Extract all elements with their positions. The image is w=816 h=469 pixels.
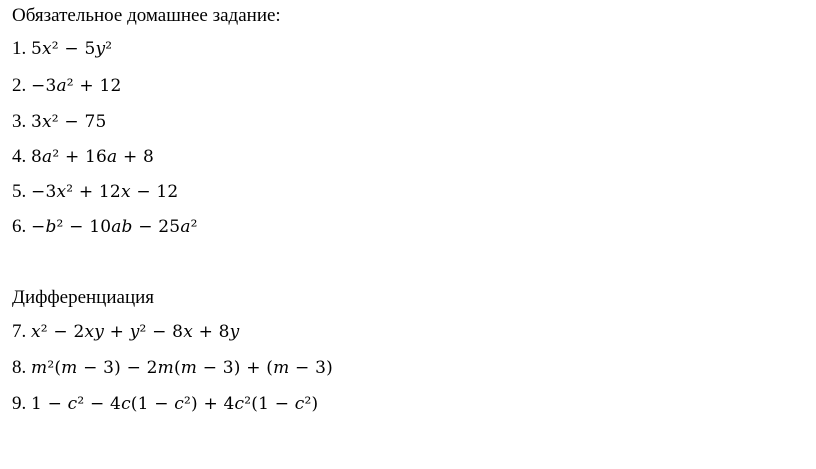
exercise-8 bbox=[12, 356, 333, 380]
exercise-expression: 5𝑥² − 5𝑦² bbox=[31, 39, 113, 59]
exercise-expression: −3𝑥² + 12𝑥 − 12 bbox=[31, 182, 179, 202]
exercise-number: 1. bbox=[12, 38, 27, 59]
exercise-expression: 1 − 𝑐² − 4𝑐(1 − 𝑐²) + 4𝑐²(1 − 𝑐²) bbox=[31, 394, 319, 414]
exercise-9 bbox=[12, 392, 318, 416]
exercise-4 bbox=[12, 145, 154, 169]
exercise-number: 2. bbox=[12, 75, 27, 96]
section-title-mandatory: Обязательное домашнее задание: bbox=[12, 5, 281, 26]
exercise-2 bbox=[12, 74, 122, 98]
exercise-6 bbox=[12, 215, 198, 239]
section-title-differentiation: Дифференциация bbox=[12, 287, 155, 308]
exercise-number: 5. bbox=[12, 181, 27, 202]
exercise-number: 6. bbox=[12, 216, 27, 237]
exercise-number: 8. bbox=[12, 357, 27, 378]
exercise-number: 9. bbox=[12, 393, 27, 414]
exercise-expression: 𝑚²(𝑚 − 3) − 2𝑚(𝑚 − 3) + (𝑚 − 3) bbox=[31, 358, 333, 378]
exercise-3 bbox=[12, 110, 107, 134]
exercise-number: 7. bbox=[12, 321, 27, 342]
exercise-expression: 8𝑎² + 16𝑎 + 8 bbox=[31, 147, 155, 167]
exercise-1 bbox=[12, 37, 112, 61]
exercise-expression: 𝑥² − 2𝑥𝑦 + 𝑦² − 8𝑥 + 8𝑦 bbox=[31, 322, 240, 342]
exercise-5 bbox=[12, 180, 178, 204]
exercise-number: 4. bbox=[12, 146, 27, 167]
exercise-number: 3. bbox=[12, 111, 27, 132]
exercise-expression: −3𝑎² + 12 bbox=[31, 76, 122, 96]
exercise-expression: 3𝑥² − 75 bbox=[31, 112, 107, 132]
exercise-7 bbox=[12, 320, 239, 344]
exercise-expression: −𝑏² − 10𝑎𝑏 − 25𝑎² bbox=[31, 217, 198, 237]
